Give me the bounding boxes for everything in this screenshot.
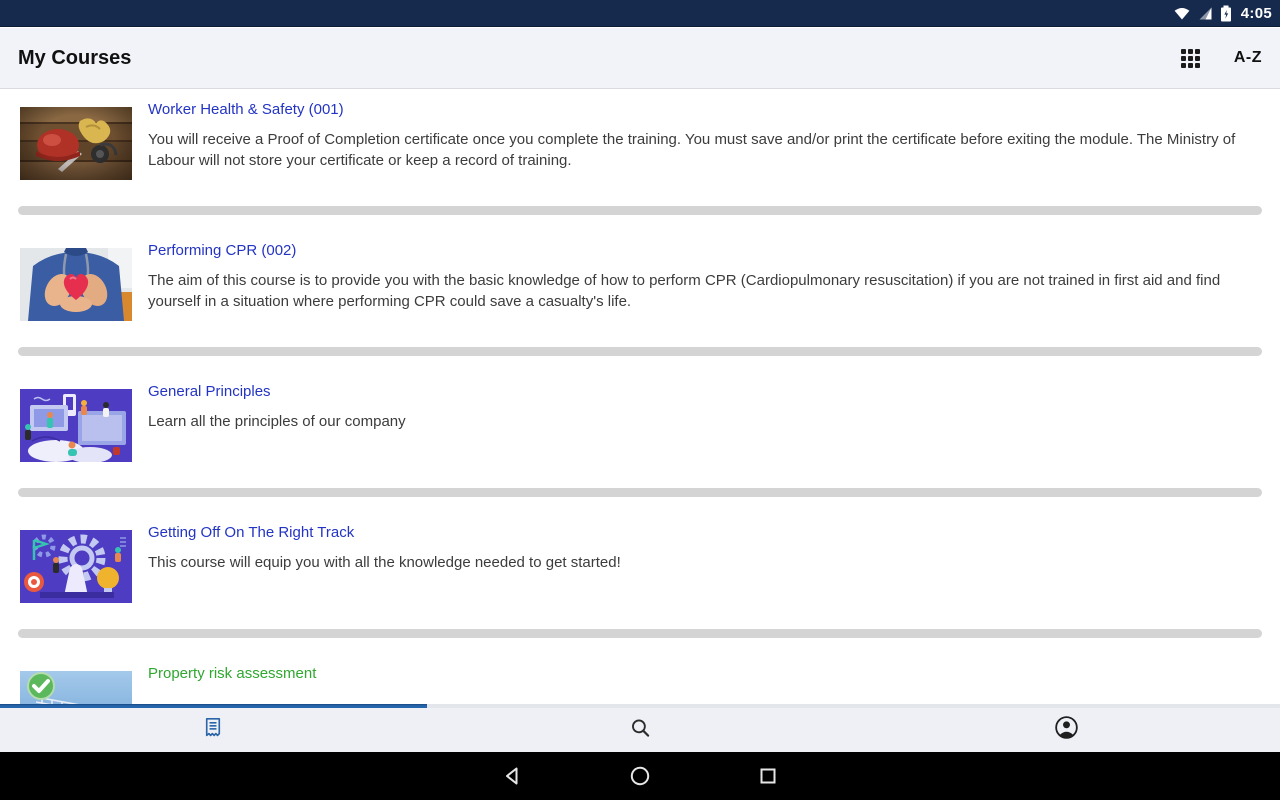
android-nav-bar <box>0 752 1280 800</box>
course-progress-track <box>18 629 1262 638</box>
status-bar <box>0 0 1280 27</box>
course-description: Learn all the principles of our company <box>148 413 406 430</box>
course-thumbnail-cpr-heart <box>20 248 132 321</box>
course-title-link[interactable]: Property risk assessment <box>148 665 317 682</box>
course-thumbnail-teamwork <box>20 389 132 462</box>
home-button[interactable] <box>576 764 704 788</box>
course-thumbnail-bridge-gap <box>20 671 132 704</box>
search-icon <box>627 715 653 746</box>
course-description: This course will equip you with all the knowledge needed to get started! <box>148 554 621 571</box>
course-row-performing-cpr[interactable] <box>0 231 1280 321</box>
recents-button[interactable] <box>704 764 832 788</box>
tab-profile[interactable] <box>853 708 1280 752</box>
profile-icon <box>1053 714 1080 746</box>
course-title-link[interactable]: Getting Off On The Right Track <box>148 524 355 541</box>
course-title-link[interactable]: Performing CPR (002) <box>148 242 297 259</box>
back-icon <box>500 764 524 788</box>
course-description: You will receive a Proof of Completion certificate once you complete the training. You must save and/or print the certificate before exiting the module. The Ministry of Labour will not store your certificate or keep a record of training. <box>148 131 1236 169</box>
tab-courses[interactable] <box>0 708 427 752</box>
course-row-property-risk-assessment[interactable] <box>0 654 1280 704</box>
course-title-link[interactable]: Worker Health & Safety (001) <box>148 101 344 118</box>
course-title-link[interactable]: General Principles <box>148 383 271 400</box>
app-header <box>0 28 1280 89</box>
recents-icon <box>756 764 780 788</box>
battery-charging-icon <box>1220 5 1232 22</box>
course-list <box>0 90 1280 704</box>
course-description: The aim of this course is to provide you with the basic knowledge of how to perform CPR (Cardiopulmonary resuscitation) if you are not trained in first aid and find yourself in a situation where performing CPR could save a casualty's life. <box>148 272 1221 310</box>
course-thumbnail-gears <box>20 530 132 603</box>
bottom-nav <box>0 708 1280 752</box>
sort-az-button[interactable]: A-Z <box>1233 49 1262 66</box>
page-title: My Courses <box>18 46 132 69</box>
status-time: 4:05 <box>1240 4 1272 22</box>
course-progress-track <box>18 347 1262 356</box>
back-button[interactable] <box>448 764 576 788</box>
course-row-getting-off-right-track[interactable] <box>0 513 1280 603</box>
wifi-icon <box>1173 6 1191 21</box>
course-progress-track <box>18 206 1262 215</box>
course-thumbnail-hard-hat <box>20 107 132 180</box>
course-row-general-principles[interactable] <box>0 372 1280 462</box>
signal-icon <box>1198 6 1213 21</box>
course-progress-track <box>18 488 1262 497</box>
tab-search[interactable] <box>427 708 854 752</box>
grid-view-icon[interactable] <box>1177 45 1204 72</box>
home-icon <box>628 764 652 788</box>
course-list-icon <box>200 715 226 746</box>
course-row-worker-health-safety[interactable] <box>0 90 1280 180</box>
